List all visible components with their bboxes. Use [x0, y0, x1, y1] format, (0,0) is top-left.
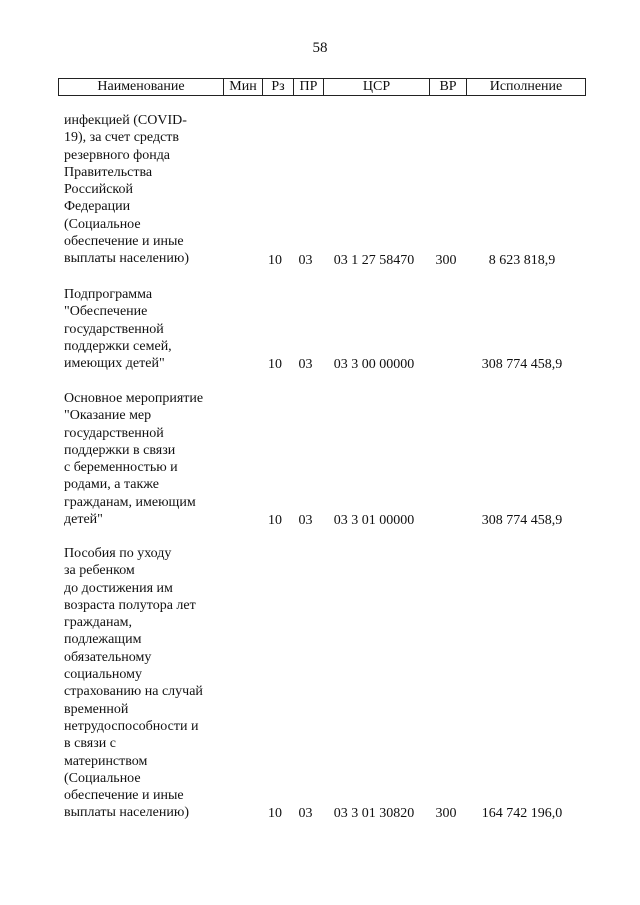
column-header-pr: ПР [293, 79, 323, 95]
row-csr: 03 3 00 00000 [333, 357, 415, 372]
row-rz: 10 [268, 513, 282, 528]
table-row [0, 286, 640, 373]
row-isp: 164 742 196,0 [481, 806, 563, 821]
table-row [0, 545, 640, 822]
row-vr: 300 [435, 806, 457, 821]
page-number: 58 [312, 40, 328, 56]
row-csr: 03 1 27 58470 [333, 253, 415, 268]
table-header [58, 78, 586, 96]
row-name: Основное мероприятие "Оказание мер государственной поддержки в связи с беременностью и родами, а также гражданам, имеющим детей" [64, 391, 204, 528]
row-name: инфекцией (COVID- 19), за счет средств резервного фонда Правительства Российской Федерации (Социальное обеспечение и иные выплаты населению) [64, 113, 189, 267]
column-header-vr: ВР [429, 79, 466, 95]
row-pr: 03 [298, 513, 313, 528]
row-pr: 03 [298, 806, 313, 821]
column-header-rz: Рз [262, 79, 293, 95]
column-header-csr: ЦСР [323, 79, 429, 95]
row-vr: 300 [435, 253, 457, 268]
row-isp: 308 774 458,9 [481, 357, 563, 372]
column-header-isp: Исполнение [466, 79, 585, 95]
row-pr: 03 [298, 253, 313, 268]
row-rz: 10 [268, 806, 282, 821]
table-row [0, 112, 640, 269]
column-header-min: Мин [223, 79, 262, 95]
row-csr: 03 3 01 30820 [333, 806, 415, 821]
column-header-name: Наименование [97, 79, 185, 94]
row-name: Подпрограмма "Обеспечение государственной поддержки семей, имеющих детей" [64, 287, 172, 372]
row-rz: 10 [268, 357, 282, 372]
row-pr: 03 [298, 357, 313, 372]
row-rz: 10 [268, 253, 282, 268]
row-name: Пособия по уходу за ребенком до достижения им возраста полутора лет гражданам, подлежащим обязательному социальному страхованию на случай временной нетрудоспособности и в связи с материнством (Социальное обеспечение и иные выплаты населению) [64, 546, 203, 821]
row-csr: 03 3 01 00000 [333, 513, 415, 528]
table-row [0, 390, 640, 529]
row-isp: 8 623 818,9 [488, 253, 556, 268]
row-isp: 308 774 458,9 [481, 513, 563, 528]
